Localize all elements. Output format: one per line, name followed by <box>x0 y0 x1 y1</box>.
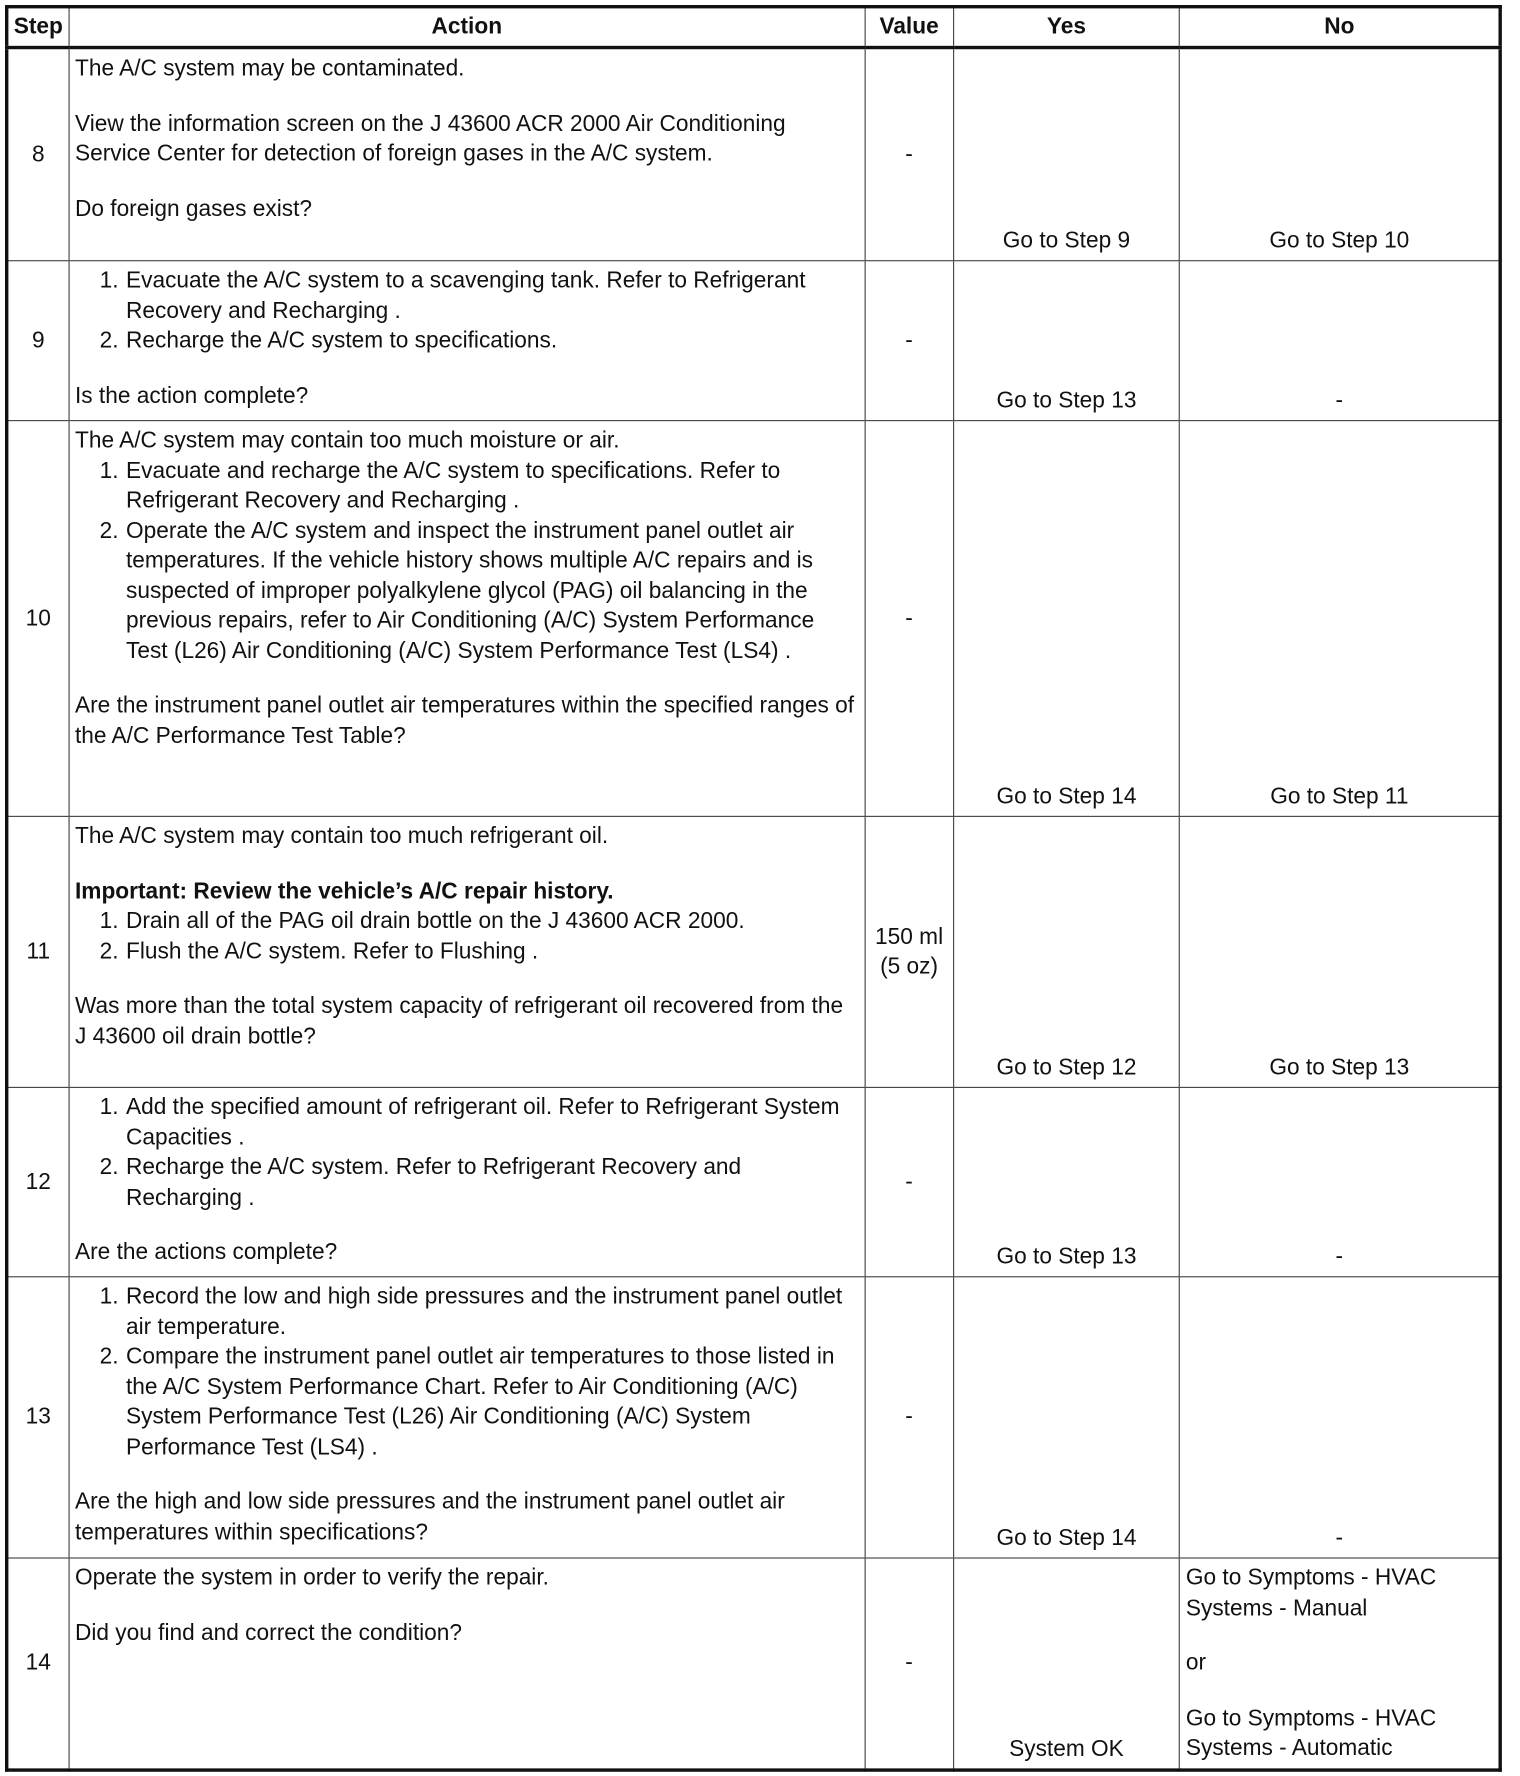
header-action: Action <box>69 7 865 48</box>
no-value: - <box>1180 1277 1501 1558</box>
value-amount-oz: (5 oz) <box>880 954 939 980</box>
yes-link[interactable]: Go to Step 9 <box>953 48 1179 261</box>
list-item: 2. Operate the A/C system and inspect the instrument panel outlet air temperatures. If the vehicle history shows multiple A/C repairs and is suspected of improper polyalkylene glycol (PAG) oil balancing in the previous repairs, refer to Air Conditioning (A/C) System Performance Test (L26) Air Conditioning (A/C) System Performance Test (LS4) . <box>125 516 859 666</box>
action-question: Is the action complete? <box>74 383 309 409</box>
action-list <box>75 266 859 356</box>
action-question: Are the instrument panel outlet air temperatures within the specified ranges of the A/C Performance Test Table? <box>74 693 855 749</box>
step-row-10 <box>7 421 1500 817</box>
action-list <box>75 1282 859 1462</box>
action-list <box>75 456 859 666</box>
list-item: 1. Evacuate and recharge the A/C system to specifications. Refer to Refrigerant Recovery and Recharging . <box>125 456 859 516</box>
step-row-9 <box>7 261 1500 421</box>
action-question: Did you find and correct the condition? <box>74 1620 463 1646</box>
step-row-12 <box>7 1087 1500 1276</box>
action-cell <box>69 816 865 1087</box>
action-cell <box>69 48 865 261</box>
value-amount: 150 ml <box>875 924 944 950</box>
action-question: Do foreign gases exist? <box>74 196 312 222</box>
list-item: 2. Flush the A/C system. Refer to Flushing . <box>125 937 859 967</box>
step-number: 9 <box>7 261 69 421</box>
value-cell <box>865 816 953 1087</box>
action-intro: The A/C system may contain too much refrigerant oil. <box>74 823 609 849</box>
action-list <box>75 1093 859 1213</box>
step-number: 13 <box>7 1277 69 1558</box>
yes-link[interactable]: Go to Step 14 <box>953 1277 1179 1558</box>
no-link[interactable]: Go to Step 11 <box>1180 421 1501 817</box>
action-cell <box>69 261 865 421</box>
no-link[interactable]: Go to Step 13 <box>1180 816 1501 1087</box>
value-cell: - <box>865 421 953 817</box>
action-question: Was more than the total system capacity of refrigerant oil recovered from the J 43600 oil drain bottle? <box>74 993 844 1049</box>
yes-link[interactable]: Go to Step 13 <box>953 261 1179 421</box>
no-value: - <box>1180 261 1501 421</box>
value-cell: - <box>865 1558 953 1770</box>
list-item: 1. Add the specified amount of refrigerant oil. Refer to Refrigerant System Capacities . <box>125 1093 859 1153</box>
list-item: 2. Recharge the A/C system to specifications. <box>125 326 859 356</box>
header-value: Value <box>865 7 953 48</box>
step-number: 11 <box>7 816 69 1087</box>
value-cell: - <box>865 48 953 261</box>
no-cell <box>1180 1558 1501 1770</box>
step-number: 12 <box>7 1087 69 1276</box>
action-cell <box>69 1558 865 1770</box>
step-row-13 <box>7 1277 1500 1558</box>
no-or-text: or <box>1185 1650 1207 1676</box>
step-row-8 <box>7 48 1500 261</box>
action-text: View the information screen on the J 43600 ACR 2000 Air Conditioning Service Center for detection of foreign gases in the A/C system. <box>74 111 786 167</box>
action-question: Are the actions complete? <box>74 1239 338 1265</box>
header-step: Step <box>7 7 69 48</box>
no-value: - <box>1180 1087 1501 1276</box>
header-row <box>7 7 1500 48</box>
step-row-14 <box>7 1558 1500 1770</box>
list-item: 2. Recharge the A/C system. Refer to Refrigerant Recovery and Recharging . <box>125 1153 859 1213</box>
important-note: Important: Review the vehicle’s A/C repair history. <box>74 878 614 904</box>
no-link[interactable]: Go to Step 10 <box>1180 48 1501 261</box>
value-cell: - <box>865 1087 953 1276</box>
list-item: 2. Compare the instrument panel outlet air temperatures to those listed in the A/C System Performance Chart. Refer to Air Conditioning (A/C) System Performance Test (L26) Air Conditioning (A/C) System Performance Test (LS4) . <box>125 1342 859 1462</box>
list-item: 1. Evacuate the A/C system to a scavenging tank. Refer to Refrigerant Recovery and Recharging . <box>125 266 859 326</box>
yes-link[interactable]: Go to Step 12 <box>953 816 1179 1087</box>
action-intro: Operate the system in order to verify the repair. <box>74 1565 549 1591</box>
action-cell <box>69 1277 865 1558</box>
action-list <box>75 907 859 967</box>
step-number: 14 <box>7 1558 69 1770</box>
header-no: No <box>1180 7 1501 48</box>
action-cell <box>69 1087 865 1276</box>
list-item: 1. Drain all of the PAG oil drain bottle on the J 43600 ACR 2000. <box>125 907 859 937</box>
yes-link[interactable]: Go to Step 13 <box>953 1087 1179 1276</box>
value-cell: - <box>865 261 953 421</box>
step-number: 10 <box>7 421 69 817</box>
yes-link[interactable]: System OK <box>953 1558 1179 1770</box>
yes-link[interactable]: Go to Step 14 <box>953 421 1179 817</box>
no-link-automatic[interactable]: Go to Symptoms - HVAC Systems - Automatic <box>1185 1705 1437 1761</box>
step-row-11 <box>7 816 1500 1087</box>
no-link-manual[interactable]: Go to Symptoms - HVAC Systems - Manual <box>1185 1565 1437 1621</box>
list-item: 1. Record the low and high side pressures and the instrument panel outlet air temperature. <box>125 1282 859 1342</box>
step-number: 8 <box>7 48 69 261</box>
diagnostic-table <box>5 5 1502 1772</box>
header-yes: Yes <box>953 7 1179 48</box>
value-cell: - <box>865 1277 953 1558</box>
action-intro: The A/C system may contain too much moisture or air. <box>74 427 620 453</box>
action-question: Are the high and low side pressures and the instrument panel outlet air temperatures within specifications? <box>74 1489 785 1545</box>
action-cell <box>69 421 865 817</box>
action-intro: The A/C system may be contaminated. <box>74 56 465 81</box>
